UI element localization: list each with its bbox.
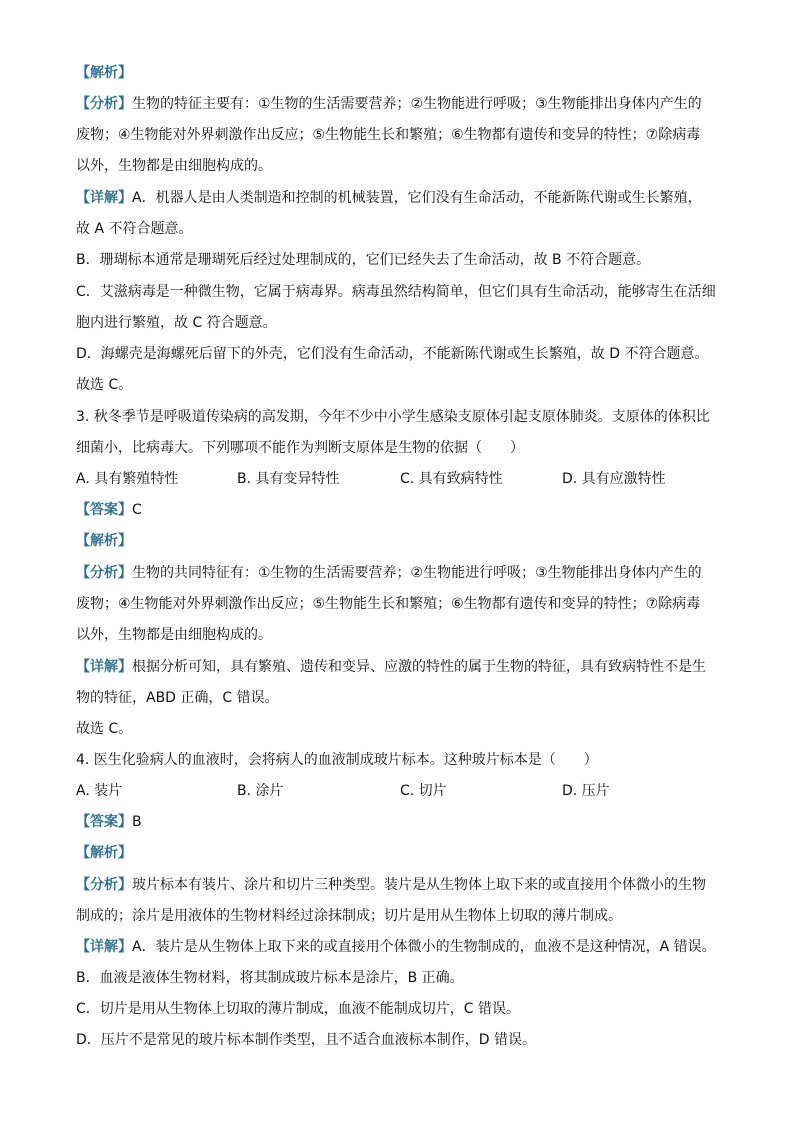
question-stem: 4. 医生化验病人的血液时，会将病人的血液制成玻片标本。这种玻片标本是（ ） bbox=[76, 752, 598, 768]
xiangjie-line: 【详解】根据分析可知，具有繁殖、遗传和变异、应激的特性的属于生物的特征，具有致病特性不是生 bbox=[76, 659, 706, 675]
fenxi-line: 以外，生物都是由细胞构成的。 bbox=[76, 627, 272, 643]
fenxi-line: 废物；④生物能对外界刺激作出反应；⑤生物能生长和繁殖；⑥生物都有遗传和变异的特性；⑦除病毒 bbox=[76, 127, 701, 143]
xiangjie-line: B．血液是液体生物材料，将其制成玻片标本是涂片，B 正确。 bbox=[76, 970, 464, 986]
conclusion-line: 故选 C。 bbox=[76, 377, 133, 393]
answer-line: 【答案】C bbox=[76, 502, 142, 518]
option-d: D. 具有应激特性 bbox=[562, 471, 666, 487]
xiangjie-line: D．压片不是常见的玻片标本制作类型，且不适合血液标本制作，D 错误。 bbox=[76, 1032, 537, 1048]
option-d: D. 压片 bbox=[562, 783, 610, 799]
xiangjie-line: C．切片是用从生物体上切取的薄片制成，血液不能制成切片，C 错误。 bbox=[76, 1001, 520, 1017]
xiangjie-line: D．海螺壳是海螺死后留下的外壳，它们没有生命活动，不能新陈代谢或生长繁殖，故 D 不符合题意。 bbox=[76, 346, 709, 362]
fenxi-line: 以外，生物都是由细胞构成的。 bbox=[76, 158, 272, 174]
option-c: C. 切片 bbox=[400, 783, 447, 799]
option-a: A. 装片 bbox=[76, 783, 123, 799]
xiangjie-line: 故 A 不符合题意。 bbox=[76, 221, 193, 237]
xiangjie-line: 胞内进行繁殖，故 C 符合题意。 bbox=[76, 315, 277, 331]
conclusion-line: 故选 C。 bbox=[76, 721, 133, 737]
question-stem: 细菌小，比病毒大。下列哪项不能作为判断支原体是生物的依据（ ） bbox=[76, 440, 524, 456]
analysis-heading: 【解析】 bbox=[76, 65, 132, 81]
xiangjie-line: 【详解】A．装片是从生物体上取下来的或直接用个体微小的生物制成的，血液不是这种情况，A 错误。 bbox=[76, 939, 716, 955]
option-b: B. 具有变异特性 bbox=[237, 471, 340, 487]
fenxi-line: 制成的；涂片是用液体的生物材料经过涂抹制成；切片是用从生物体上切取的薄片制成。 bbox=[76, 908, 622, 924]
option-a: A. 具有繁殖特性 bbox=[76, 471, 179, 487]
fenxi-line: 【分析】生物的共同特征有：①生物的生活需要营养；②生物能进行呼吸；③生物能排出身体内产生的 bbox=[76, 565, 702, 581]
option-c: C. 具有致病特性 bbox=[400, 471, 503, 487]
xiangjie-line: C．艾滋病毒是一种微生物，它属于病毒界。病毒虽然结构简单，但它们具有生命活动，能够寄生在活细 bbox=[76, 284, 716, 300]
fenxi-line: 废物；④生物能对外界刺激作出反应；⑤生物能生长和繁殖；⑥生物都有遗传和变异的特性；⑦除病毒 bbox=[76, 596, 701, 612]
xiangjie-line: 【详解】A．机器人是由人类制造和控制的机械装置，它们没有生命活动，不能新陈代谢或生长繁殖， bbox=[76, 190, 702, 206]
fenxi-line: 【分析】玻片标本有装片、涂片和切片三种类型。装片是从生物体上取下来的或直接用个体微小的生物 bbox=[76, 877, 706, 893]
analysis-heading: 【解析】 bbox=[76, 845, 132, 861]
xiangjie-line: 物的特征，ABD 正确，C 错误。 bbox=[76, 690, 279, 706]
answer-line: 【答案】B bbox=[76, 814, 142, 830]
fenxi-line: 【分析】生物的特征主要有：①生物的生活需要营养；②生物能进行呼吸；③生物能排出身体内产生的 bbox=[76, 96, 702, 112]
question-stem: 3. 秋冬季节是呼吸道传染病的高发期，今年不少中小学生感染支原体引起支原体肺炎。支原体的体积比 bbox=[76, 409, 710, 425]
option-b: B. 涂片 bbox=[237, 783, 284, 799]
analysis-heading: 【解析】 bbox=[76, 533, 132, 549]
xiangjie-line: B．珊瑚标本通常是珊瑚死后经过处理制成的，它们已经失去了生命活动，故 B 不符合题意。 bbox=[76, 252, 651, 268]
